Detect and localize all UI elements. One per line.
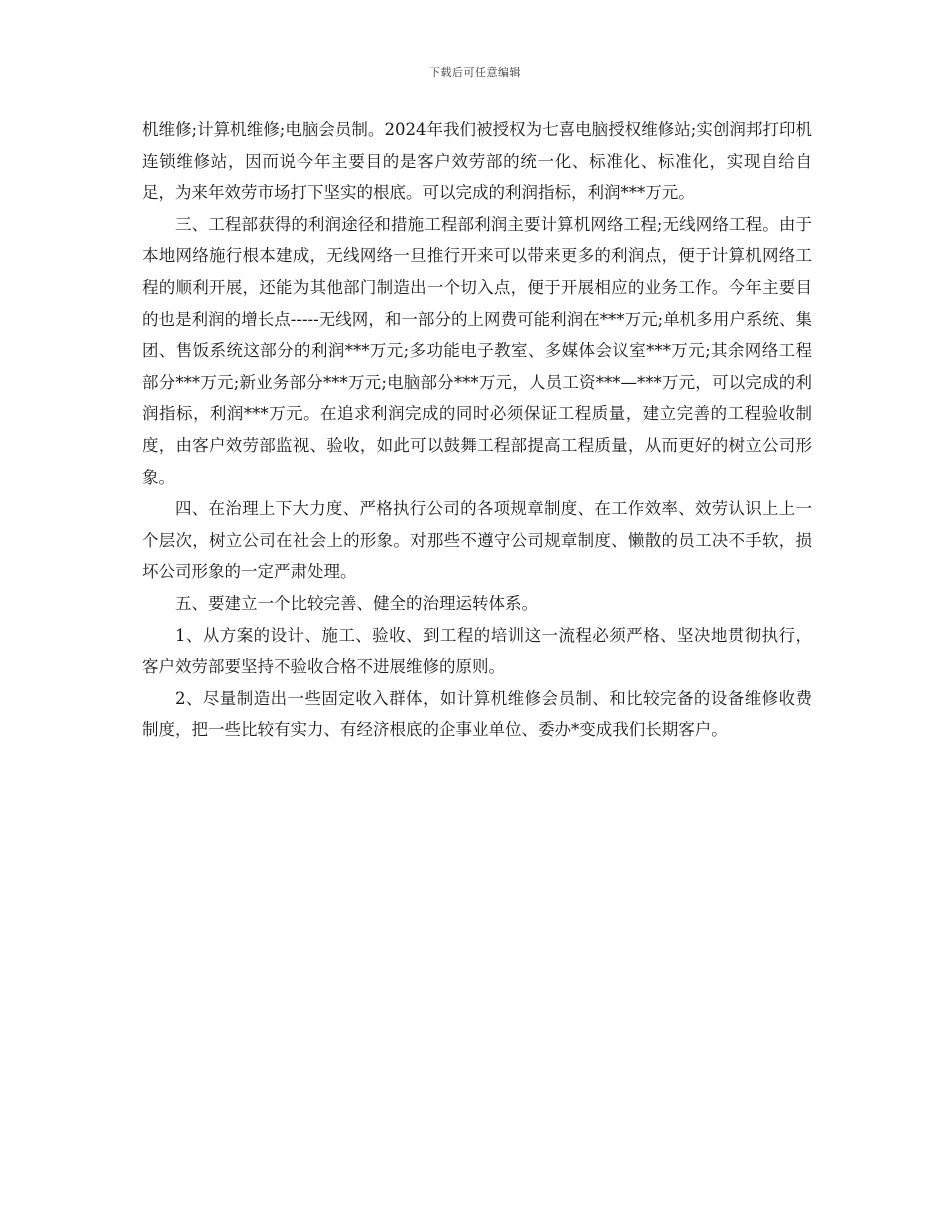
paragraph-section-five: 五、要建立一个比较完善、健全的治理运转体系。 xyxy=(175,593,538,613)
paragraph-section-four: 四、在治理上下大力度、严格执行公司的各项规章制度、在工作效率、效劳认识上上一个层次，树立公司在社会上的形象。对那些不遵守公司规章制度、懒散的员工决不手软，损坏公司形象的一定严肃处理。 xyxy=(142,499,812,582)
document-body xyxy=(142,114,812,746)
paragraph-item-two: 2、尽量制造出一些固定收入群体，如计算机维修会员制、和比较完备的设备维修收费制度，把一些比较有实力、有经济根底的企事业单位、委办*变成我们长期客户。 xyxy=(142,688,812,740)
paragraph-section-three: 三、工程部获得的利润途径和措施工程部利润主要计算机网络工程;无线网络工程。由于本地网络施行根本建成，无线网络一旦推行开来可以带来更多的利润点，便于计算机网络工程的顺利开展，还能为其他部门制造出一个切入点，便于开展相应的业务工作。今年主要目的也是利润的增长点-----无线网，和一部分的上网费可能利润在***万元;单机多用户系统、集团、售饭系统这部分的利润***万元;多功能电子教室、多媒体会议室***万元;其余网络工程部分***万元;新业务部分***万元;电脑部分***万元，人员工资***—***万元，可以完成的利润指标，利润***万元。在追求利润完成的同时必须保证工程质量，建立完善的工程验收制度，由客户效劳部监视、验收，如此可以鼓舞工程部提高工程质量，从而更好的树立公司形象。 xyxy=(142,214,812,487)
paragraph-item-one: 1、从方案的设计、施工、验收、到工程的培训这一流程必须严格、坚决地贯彻执行，客户效劳部要坚持不验收合格不进展维修的原则。 xyxy=(142,625,812,677)
page-header: 下载后可任意编辑 xyxy=(429,66,521,79)
paragraph-continued: 机维修;计算机维修;电脑会员制。2024年我们被授权为七喜电脑授权维修站;实创润邦打印机连锁维修站，因而说今年主要目的是客户效劳部的统一化、标准化、标准化，实现自给自足，为来年效劳市场打下坚实的根底。可以完成的利润指标，利润***万元。 xyxy=(142,120,812,203)
